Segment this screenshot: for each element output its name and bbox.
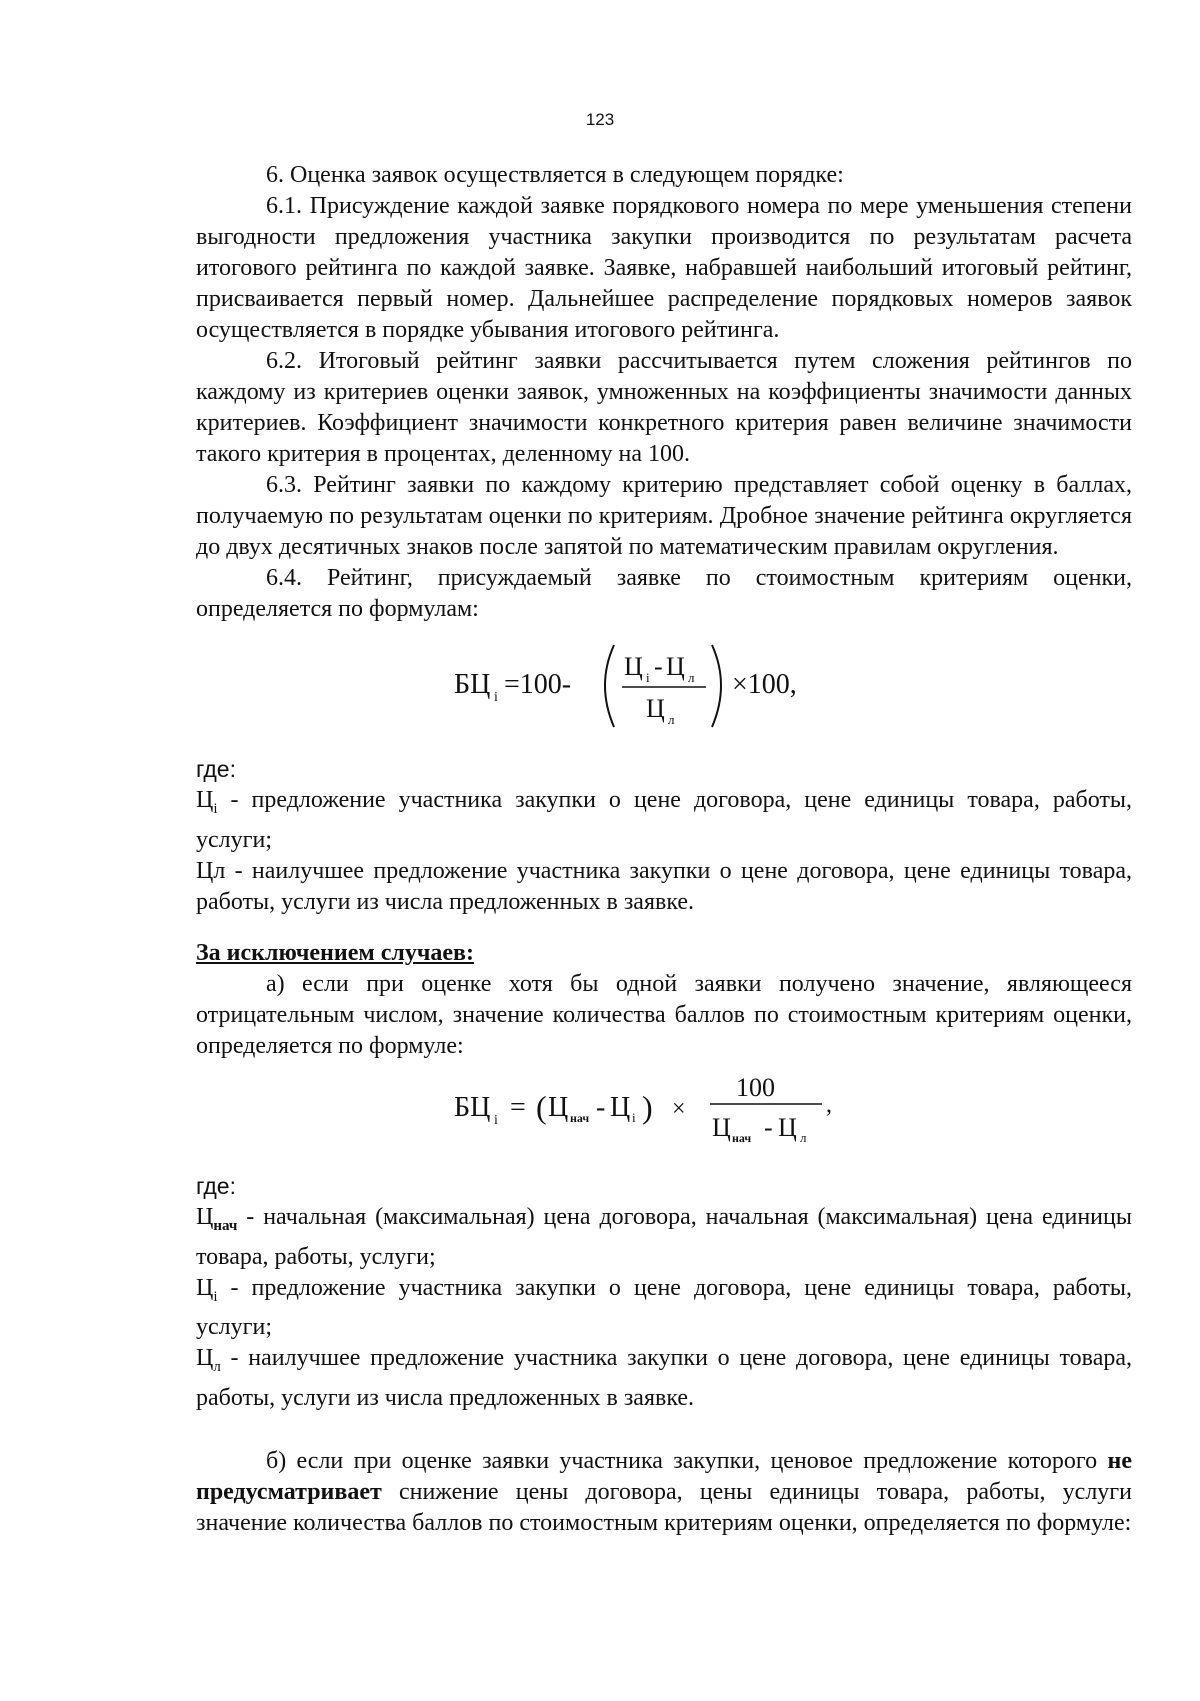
formula-1-graphic: [454, 635, 874, 735]
f2-comma: ,: [826, 1091, 832, 1118]
definition-cl-2: [196, 1343, 1132, 1414]
f2-den-minus: -: [764, 1112, 773, 1142]
f1-num-a: Ц: [624, 652, 643, 681]
case-b-end: снижение цены договора, цены единицы товара, работы, услуги значение количества баллов по стоимостным критериям оценки, определяется по формуле:: [196, 1479, 1132, 1537]
f1-tail: ×100,: [732, 669, 797, 700]
def5-text: - наилучшее предложение участника закупки о цене договора, цене единицы товара, работы, услуги из числа предложенных в заявке.: [196, 1345, 1132, 1412]
f2-close-paren: ): [642, 1088, 653, 1125]
def5-sub: л: [213, 1359, 221, 1376]
f1-paren-right: [712, 645, 721, 727]
formula-price-score: [196, 635, 1132, 740]
f1-num-b: Ц: [666, 652, 685, 681]
f2-minus: -: [596, 1091, 606, 1123]
f2-den-a-sub: нач: [732, 1130, 752, 1145]
page-number: 123: [585, 110, 615, 129]
def1-text: - предложение участника закупки о цене договора, цене единицы товара, работы, услуги;: [196, 787, 1132, 853]
definition-cnach: [196, 1202, 1132, 1273]
def4-symbol: Ц: [196, 1274, 214, 1301]
f2-b: Ц: [610, 1091, 631, 1123]
def3-text: - начальная (максимальная) цена договора, начальная (максимальная) цена единицы товара, работы, услуги;: [196, 1203, 1132, 1270]
formula-2-graphic: [454, 1072, 874, 1152]
spacer: [196, 918, 1132, 938]
f1-den-sub: л: [668, 712, 675, 727]
case-b: [196, 1446, 1132, 1539]
f1-den: Ц: [646, 694, 665, 723]
def3-symbol: Ц: [196, 1203, 214, 1230]
f2-a: Ц: [548, 1091, 569, 1123]
f1-lhs: БЦ: [454, 669, 491, 700]
f1-eq: =100-: [504, 669, 572, 700]
def1-sub: i: [213, 800, 218, 817]
case-b-start: б) если при оценке заявки участника закупки, ценовое предложение которого: [266, 1448, 1108, 1475]
f2-num: 100: [736, 1072, 775, 1102]
f2-b-sub: i: [632, 1109, 636, 1125]
f2-lhs-sub: i: [494, 1112, 498, 1128]
case-b-bold: не предусматривает: [196, 1448, 1132, 1506]
f2-lhs: БЦ: [454, 1091, 491, 1123]
f1-lhs-sub: i: [494, 690, 498, 705]
def1-symbol: Ц: [196, 787, 214, 813]
f2-eq: =: [510, 1091, 526, 1123]
where-label-2: где:: [196, 1172, 236, 1199]
exceptions-heading: За исключением случаев:: [196, 939, 474, 966]
formula-negative-case: [196, 1072, 1132, 1157]
f2-den-b: Ц: [778, 1112, 797, 1142]
paragraph-6-4: 6.4. Рейтинг, присуждаемый заявке по стоимостным критериям оценки, определяется по формулам:: [196, 565, 1132, 622]
def5-symbol: Ц: [196, 1345, 214, 1372]
paragraph-6-2: 6.2. Итоговый рейтинг заявки рассчитывается путем сложения рейтингов по каждому из критериев оценки заявок, умноженных на коэффициенты значимости данных критериев. Коэффициент значимости конкретного критерия равен величине значимости такого критерия в процентах, деленному на 100.: [196, 348, 1132, 467]
definition-cl: Цл - наилучшее предложение участника закупки о цене договора, цене единицы товара, работы, услуги из числа предложенных в заявке.: [196, 857, 1132, 915]
case-a: а) если при оценке хотя бы одной заявки получено значение, являющееся отрицательным числом, значение количества баллов по стоимостным критериям оценки, определяется по формуле:: [196, 970, 1132, 1059]
f1-num-a-sub: i: [646, 670, 650, 685]
document-body: [196, 160, 1132, 1539]
f2-times: ×: [672, 1095, 686, 1122]
paragraph-6: 6. Оценка заявок осуществляется в следующем порядке:: [266, 162, 844, 188]
f2-den-b-sub: л: [800, 1129, 807, 1145]
where-label-1: где:: [196, 756, 236, 782]
f2-den-a: Ц: [712, 1112, 731, 1142]
definition-ci-2: [196, 1273, 1132, 1344]
paragraph-6-1: 6.1. Присуждение каждой заявке порядкового номера по мере уменьшения степени выгодности предложения участника закупки производится по результатам расчета итогового рейтинга по каждой заявке. Заявке, набравшей наибольший итоговый рейтинг, присваивается первый номер. Дальнейшее распределение порядковых номеров заявок осуществляется в порядке убывания итогового рейтинга.: [196, 193, 1132, 343]
f1-num-b-sub: л: [688, 670, 695, 685]
paragraph-6-3: 6.3. Рейтинг заявки по каждому критерию представляет собой оценку в баллах, получаемую по результатам оценки по критериям. Дробное значение рейтинга округляется до двух десятичных знаков после запятой по математическим правилам округления.: [196, 472, 1132, 560]
f1-num-minus: -: [654, 652, 663, 681]
f2-a-sub: нач: [570, 1110, 590, 1125]
def4-text: - предложение участника закупки о цене договора, цене единицы товара, работы, услуги;: [196, 1274, 1132, 1341]
f1-paren-left: [605, 645, 614, 727]
def3-sub: нач: [213, 1217, 238, 1234]
definition-ci: [196, 785, 1132, 856]
f2-open-paren: (: [536, 1088, 547, 1125]
spacer-2: [196, 1414, 1132, 1446]
def4-sub: i: [213, 1288, 218, 1305]
